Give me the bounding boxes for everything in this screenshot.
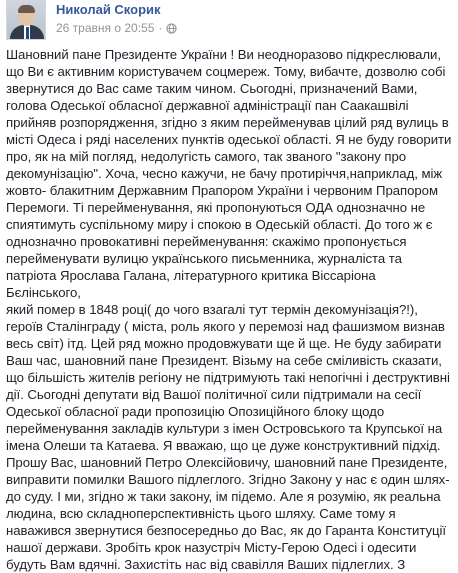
post-meta (56, 0, 177, 40)
globe-icon[interactable] (166, 23, 177, 34)
post-subline (56, 20, 177, 36)
separator-dot: · (158, 21, 163, 35)
author-name[interactable]: Николай Скорик (56, 2, 161, 17)
post-timestamp[interactable]: 26 травня о 20:55 (56, 21, 155, 35)
post-header (6, 0, 177, 40)
author-avatar[interactable] (6, 0, 46, 40)
post-body-text: Шановний пане Президенте України ! Ви неодноразово підкреслювали, що Ви є активним користувачем соцмереж. Тому, вибачте, дозволю собі звернутися до Вас саме таким чином. Сьогодні, призначений Вами, голова Одеської обласної державної адміністрації пан Саакашвілі прийняв розпорядження, згідно з яким перейменував цілий ряд вулиць в місті Одеса і ряді населених пунктів одеської області. Я не буду говорити про, як на мій погляд, недолугість самого, так званого "закону про декомунізацію". Хоча, чесно кажучи, не бачу протиріччя,наприклад, між жовто- блакитним Державним Прапором України і червоним Прапором Перемоги. Ті перейменування, які пропонуються ОДА однозначно не спиятимуть суспільному миру і спокою в Одеській області. До того ж є однозначно провокативні перейменування: скажімо пропонується перейменувати вулицю українського письменника, журналіста та патріота Ярослава Галана, літературного критика Віссаріона Бєлінського, який помер в 1848 році( до чого взагалі тут термін декомунізація?!), героїв Сталінграду ( міста, роль якого у перемозі над фашизмом визнав весь світ) ітд. Цей ряд можно продовжувати ще й ще. Не буду забирати Ваш час, шановний пане Президент. Візьму на себе сміливість сказати, що більшість жителів регіону не підтримують такі непогічні і деструктивні дії. Сьогодні депутати від Вашої політичної сили підтримали на сесії Одеської обласної ради пропозицію Опозиційного блоку щодо перейменування закладів культури з імен Островського та Крупської на імена Олеши та Катаева. Я вважаю, що це дуже конструктивний підхід. Прошу Вас, шановний Петро Олексійовичу, шановний пане Президенте, виправити помилки Вашого підлеглого. Згідно Закону у нас є один шлях- до суду. І ми, згідно ж таки закону, ім підемо. Але я розумію, як реальна людина, всю складноперспективність цього шляху. Саме тому я наважився звернутися безпосередньо до Вас, як до Гаранта Конституції нашої держави. Зробіть крок назустріч Місту-Герою Одесі і одесити будуть Вам вдячні. Захистіть нас від свавілля Ваших підлеглих. З (6, 47, 452, 572)
